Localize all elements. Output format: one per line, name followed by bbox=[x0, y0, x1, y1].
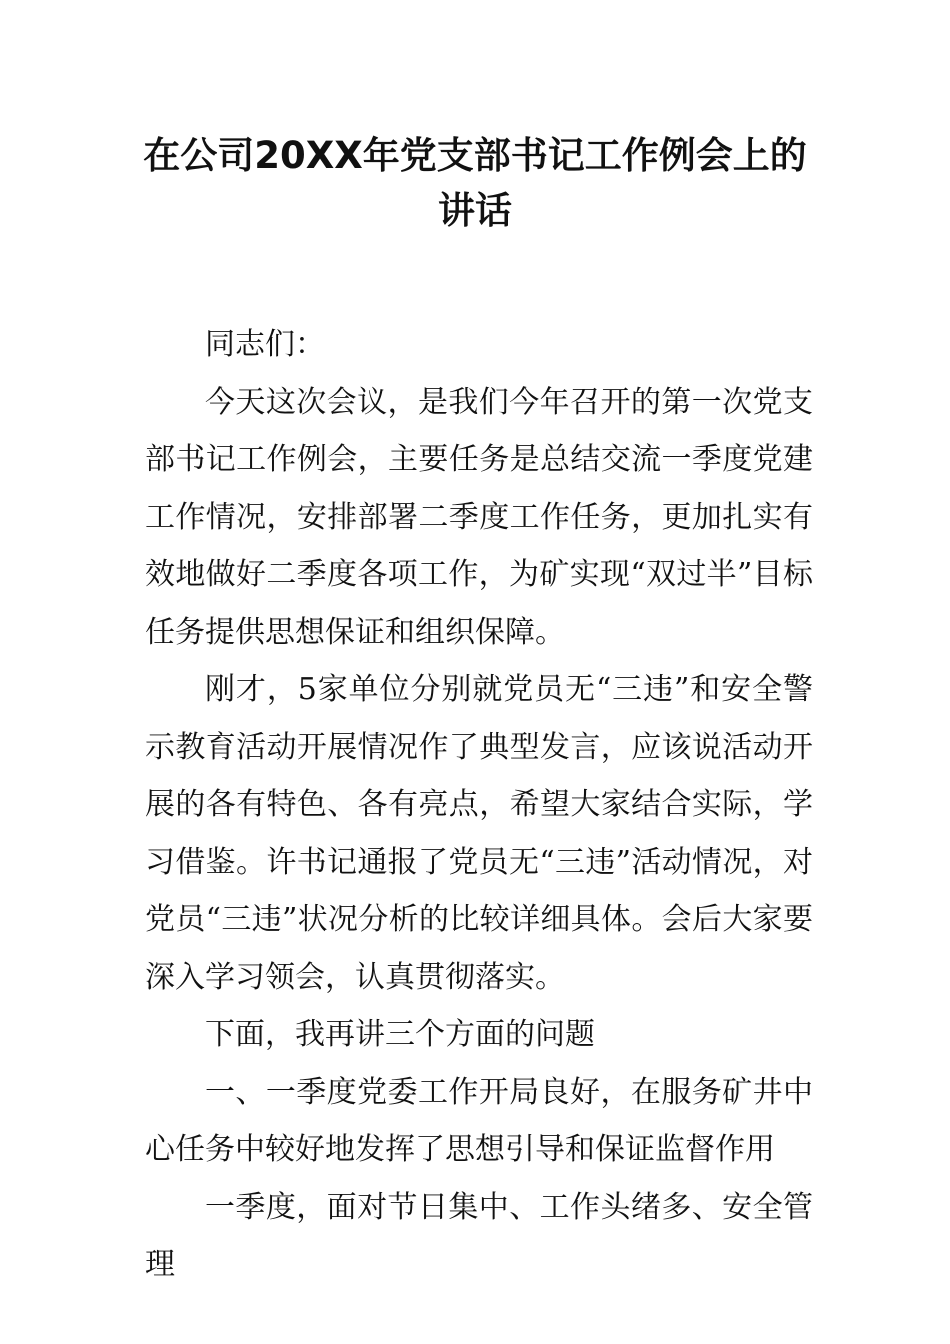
body-paragraph: 一季度，面对节日集中、工作头绪多、安全管理 bbox=[145, 1189, 813, 1282]
body-paragraph: 刚才，5家单位分别就党员无“三违”和安全警示教育活动开展情况作了典型发言，应该说活动开展的各有特色、各有亮点，希望大家结合实际，学习借鉴。许书记通报了党员无“三违”活动情况，对党员“三违”状况分析的比较详细具体。会后大家要深入学习领会，认真贯彻落实。 bbox=[145, 672, 813, 995]
body-paragraph: 下面，我再讲三个方面的问题 bbox=[205, 1017, 595, 1052]
salutation-paragraph: 同志们： bbox=[205, 327, 325, 362]
body-paragraph: 今天这次会议，是我们今年召开的第一次党支部书记工作例会，主要任务是总结交流一季度党建工作情况，安排部署二季度工作任务，更加扎实有效地做好二季度各项工作，为矿实现“双过半”目标任务提供思想保证和组织保障。 bbox=[145, 384, 813, 650]
section-heading-paragraph: 一、一季度党委工作开局良好，在服务矿井中心任务中较好地发挥了思想引导和保证监督作用 bbox=[145, 1074, 813, 1167]
document-body bbox=[145, 316, 813, 1294]
document-title: 在公司20XX年党支部书记工作例会上的讲话 bbox=[143, 134, 807, 232]
